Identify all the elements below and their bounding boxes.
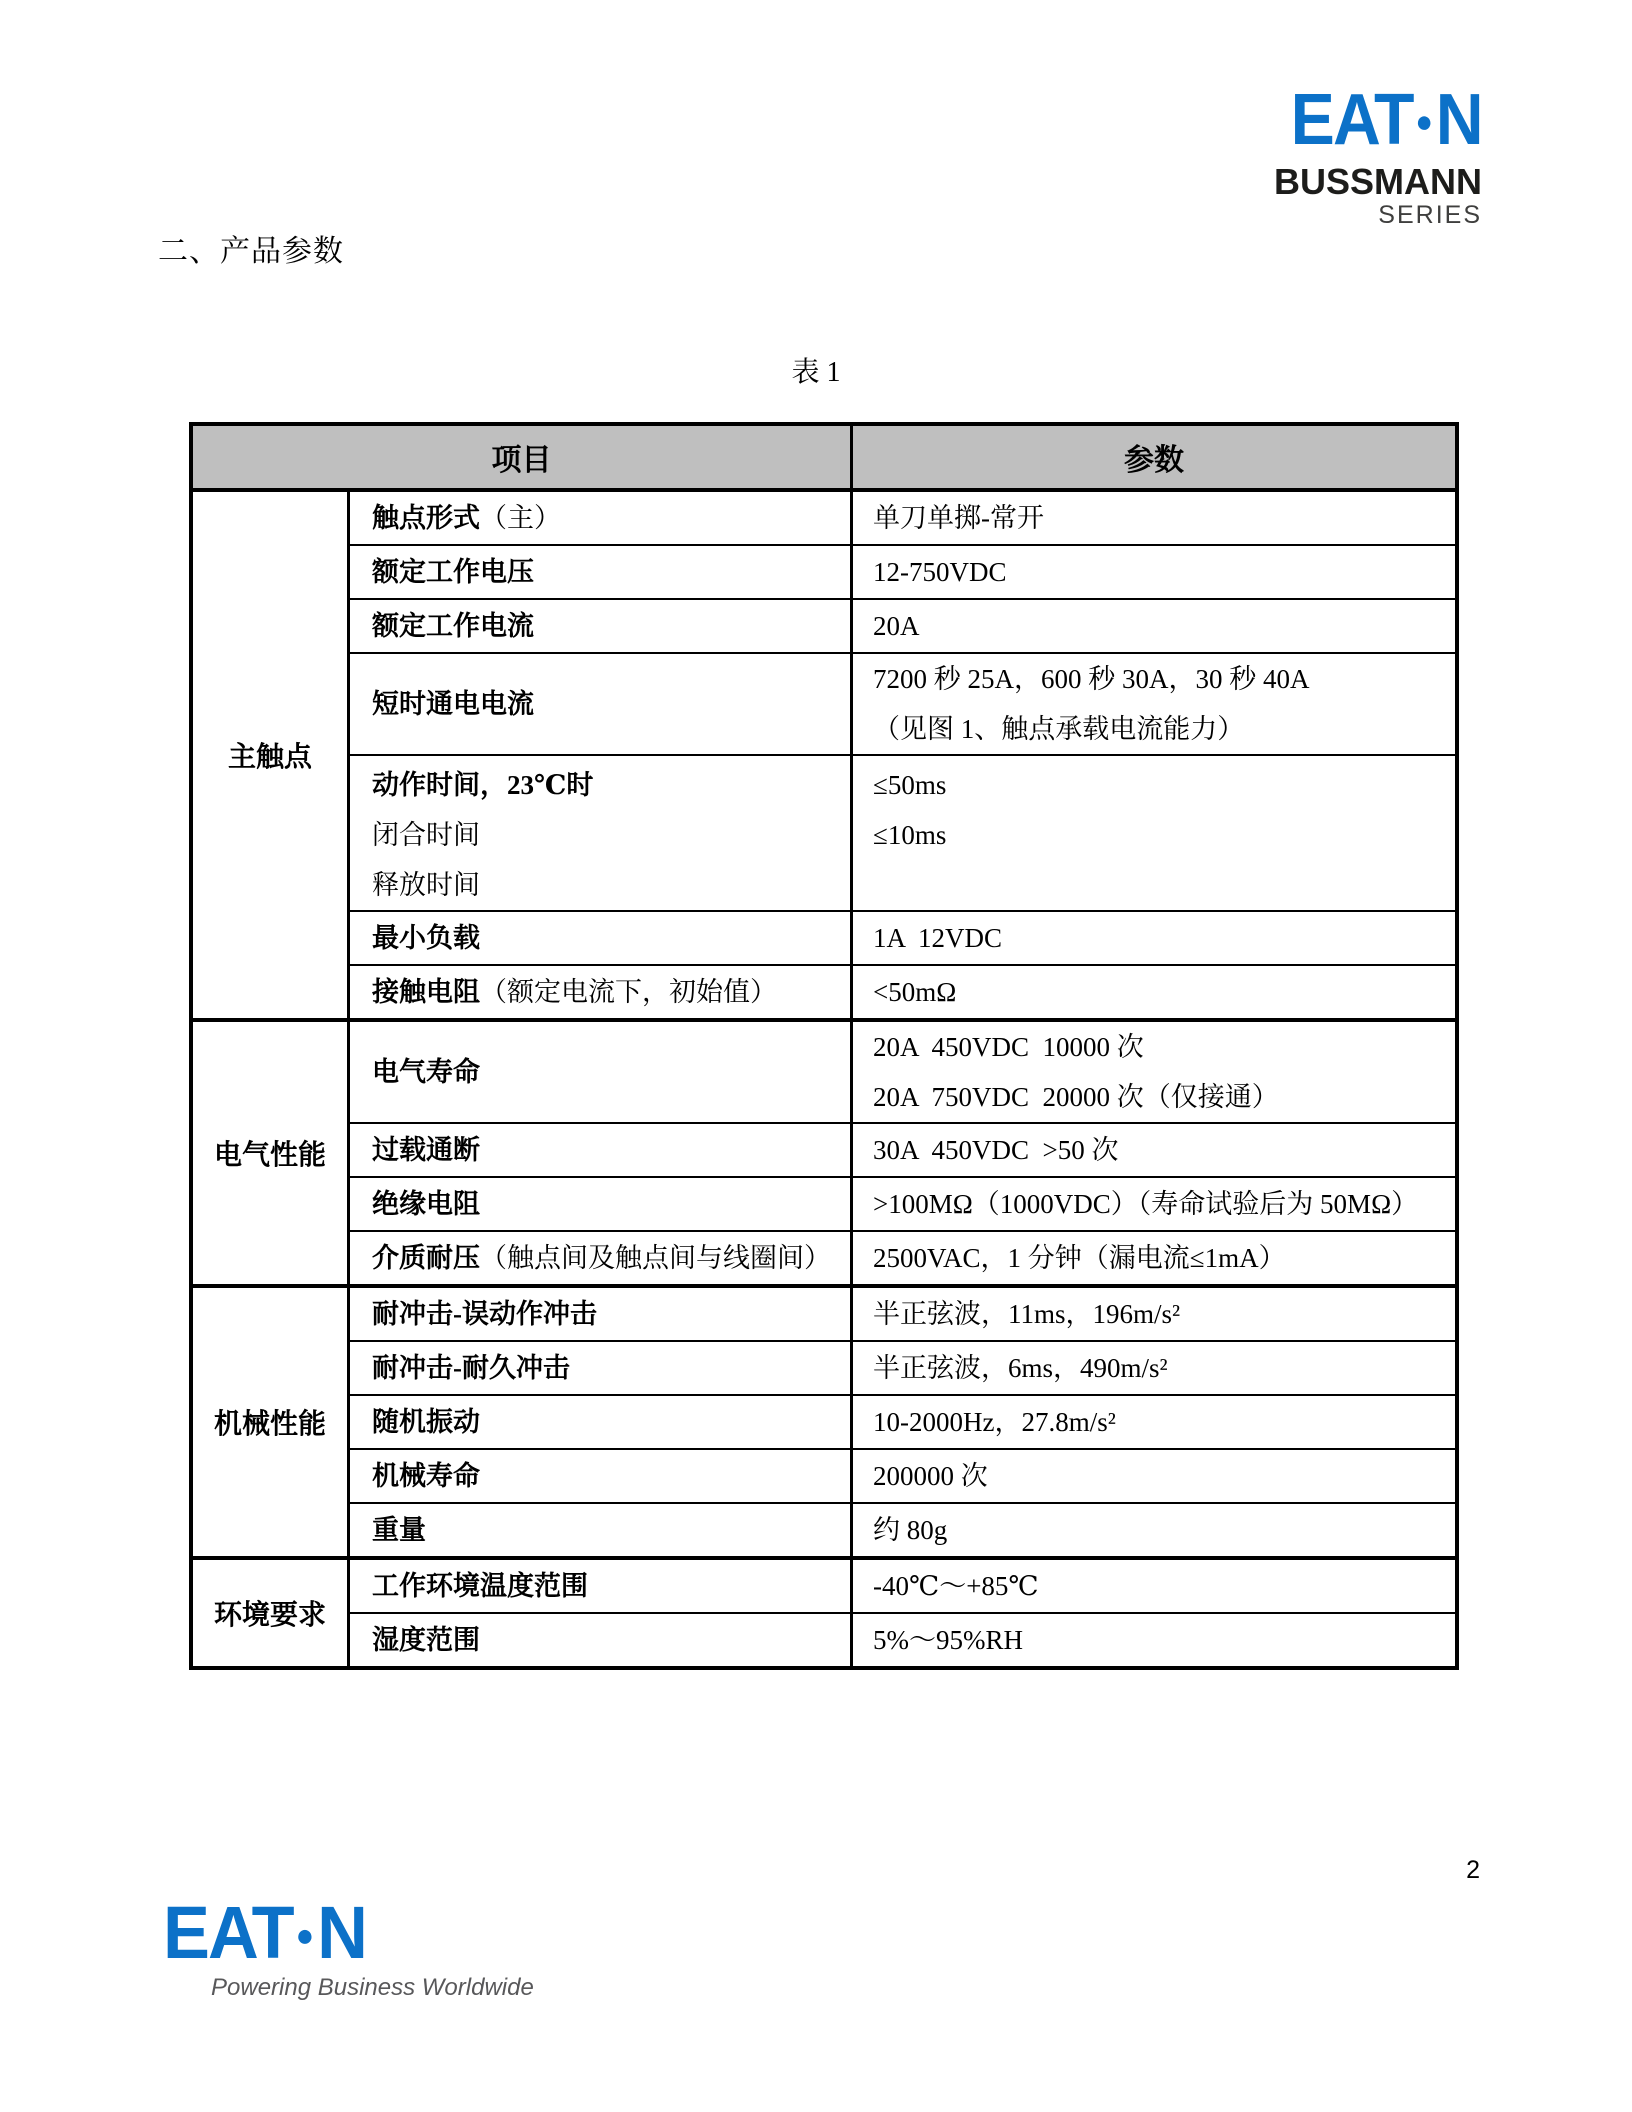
param-text: 20A 750VDC 20000 次（仅接通） [873,1082,1279,1112]
param-text: 200000 次 [873,1461,988,1491]
page-number: 2 [1466,1856,1480,1884]
param-cell [853,1022,1455,1122]
eaton-logo-text-right: N [1436,80,1482,160]
item-label: 工作环境温度范围 [372,1571,588,1601]
param-text: 20A 450VDC 10000 次 [873,1032,1144,1062]
param-cell [853,966,1455,1018]
item-cell [350,600,853,652]
item-cell [350,1232,853,1284]
param-cell [853,654,1455,754]
param-text: 1A 12VDC [873,923,1003,953]
param-cell [853,912,1455,964]
item-cell [350,492,853,544]
table-section [193,1018,1455,1284]
section-rows [350,1022,1455,1284]
group-label: 环境要求 [193,1560,350,1666]
eaton-logo-icon [163,1891,366,1974]
table-row [350,1448,1455,1502]
item-text [372,1451,850,1501]
item-text [372,547,850,597]
param-cell [853,492,1455,544]
item-label-note: 闭合时间 [372,820,480,850]
item-label: 随机振动 [372,1407,480,1437]
item-label: 短时通电电流 [372,689,534,719]
param-text: 2500VAC，1 分钟（漏电流≤1mA） [873,1243,1286,1273]
item-label: 耐冲击-耐久冲击 [372,1353,570,1383]
table-section [193,492,1455,1018]
param-text: <50mΩ [873,977,957,1007]
table-row [350,964,1455,1018]
param-cell [853,1560,1455,1612]
table-row [350,1022,1455,1122]
item-text [372,493,850,543]
item-cell [350,1560,853,1612]
item-label-note: （额定电流下，初始值） [480,977,777,1007]
param-text: （见图 1、触点承载电流能力） [873,714,1245,744]
item-label-note: （主） [480,503,561,533]
item-text [372,1343,850,1393]
table-row [350,910,1455,964]
item-label: 湿度范围 [372,1625,480,1655]
item-label: 重量 [372,1515,426,1545]
item-text [372,1047,850,1097]
item-text [372,1561,850,1611]
item-cell [350,1342,853,1394]
item-label: 接触电阻 [372,977,480,1007]
param-cell [853,1504,1455,1556]
eaton-logo-dot-icon: ● [295,1916,315,1953]
item-cell [350,1450,853,1502]
param-text: ≤10ms [873,820,947,850]
item-text [372,1397,850,1447]
item-label-note: （触点间及触点间与线圈间） [480,1243,831,1273]
item-cell [350,912,853,964]
item-label: 绝缘电阻 [372,1189,480,1219]
item-label: 过载通断 [372,1135,480,1165]
param-text: >100MΩ（1000VDC）（寿命试验后为 50MΩ） [873,1189,1419,1219]
item-cell [350,546,853,598]
item-label: 电气寿命 [372,1057,480,1087]
bussmann-wordmark: BUSSMANN [1273,161,1482,202]
item-cell [350,654,853,754]
param-cell [853,1342,1455,1394]
item-cell [350,756,853,910]
section-rows [350,1288,1455,1556]
table-row [350,544,1455,598]
item-cell [350,1124,853,1176]
item-label: 介质耐压 [372,1243,480,1273]
series-wordmark: SERIES [1378,201,1482,229]
item-label: 最小负载 [372,923,480,953]
item-text [372,760,850,810]
param-text: ≤50ms [873,770,947,800]
param-text: 半正弦波，6ms，490m/s² [873,1353,1168,1383]
param-text: 7200 秒 25A，600 秒 30A，30 秒 40A [873,664,1310,694]
item-text [372,601,850,651]
item-cell [350,966,853,1018]
eaton-logo-text-left: EAT [1290,80,1413,160]
brand-block-top [1273,80,1482,229]
param-text: -40℃～+85℃ [873,1571,1039,1601]
param-text: 半正弦波，11ms，196m/s² [873,1299,1181,1329]
group-label: 电气性能 [193,1022,350,1284]
table-row [350,754,1455,910]
brand-block-bottom [163,1891,534,2001]
item-cell [350,1504,853,1556]
item-label-note: 释放时间 [372,870,480,900]
table-row [350,652,1455,754]
group-label: 机械性能 [193,1288,350,1556]
item-text [372,1289,850,1339]
item-text [372,679,850,729]
item-label: 额定工作电压 [372,557,534,587]
table-row [350,1560,1455,1612]
param-text: 30A 450VDC >50 次 [873,1135,1119,1165]
section-rows [350,1560,1455,1666]
eaton-logo-dot-icon: ● [1415,103,1434,140]
item-label: 机械寿命 [372,1461,480,1491]
item-label: 额定工作电流 [372,611,534,641]
param-cell [853,1124,1455,1176]
item-text [372,1615,850,1665]
table-header-row [193,426,1455,492]
item-text [372,1125,850,1175]
param-cell [853,546,1455,598]
param-text: 20A [873,611,920,641]
table-caption: 表 1 [791,357,841,388]
section-rows [350,492,1455,1018]
param-text: 约 80g [873,1515,948,1545]
item-cell [350,1396,853,1448]
param-cell [853,1288,1455,1340]
item-cell [350,1288,853,1340]
item-cell [350,1178,853,1230]
eaton-logo-icon [1290,80,1482,160]
table-row [350,1394,1455,1448]
table-row [350,492,1455,544]
item-label: 动作时间，23℃时 [372,770,594,800]
item-cell [350,1614,853,1666]
item-label: 耐冲击-误动作冲击 [372,1299,597,1329]
brand-tagline: Powering Business Worldwide [211,1974,534,2001]
param-cell [853,1614,1455,1666]
param-cell [853,756,1455,910]
item-text [372,1233,850,1283]
param-text: 单刀单掷-常开 [873,503,1044,533]
table-row [350,1340,1455,1394]
table-row [350,598,1455,652]
group-label: 主触点 [193,492,350,1018]
item-text [372,1179,850,1229]
item-text [372,1505,850,1555]
item-label: 触点形式 [372,503,480,533]
param-cell [853,1396,1455,1448]
param-cell [853,1178,1455,1230]
col-header-item: 项目 [193,426,853,488]
spec-table [189,422,1459,1670]
eaton-logo-text-left: EAT [163,1891,293,1974]
section-heading: 二、产品参数 [158,235,344,268]
table-row [350,1176,1455,1230]
table-body [193,492,1455,1666]
table-section [193,1284,1455,1556]
table-row [350,1230,1455,1284]
param-cell [853,1232,1455,1284]
item-cell [350,1022,853,1122]
table-row [350,1288,1455,1340]
param-cell [853,600,1455,652]
table-section [193,1556,1455,1666]
item-text [372,860,850,910]
param-text: 10-2000Hz，27.8m/s² [873,1407,1116,1437]
item-text [372,810,850,860]
table-row [350,1502,1455,1556]
item-text [372,967,850,1017]
col-header-param: 参数 [1124,444,1184,477]
table-row [350,1122,1455,1176]
param-cell [853,1450,1455,1502]
param-text: 5%～95%RH [873,1625,1023,1655]
param-text: 12-750VDC [873,557,1007,587]
table-row [350,1612,1455,1666]
eaton-logo-text-right: N [317,1891,366,1974]
item-text [372,913,850,963]
